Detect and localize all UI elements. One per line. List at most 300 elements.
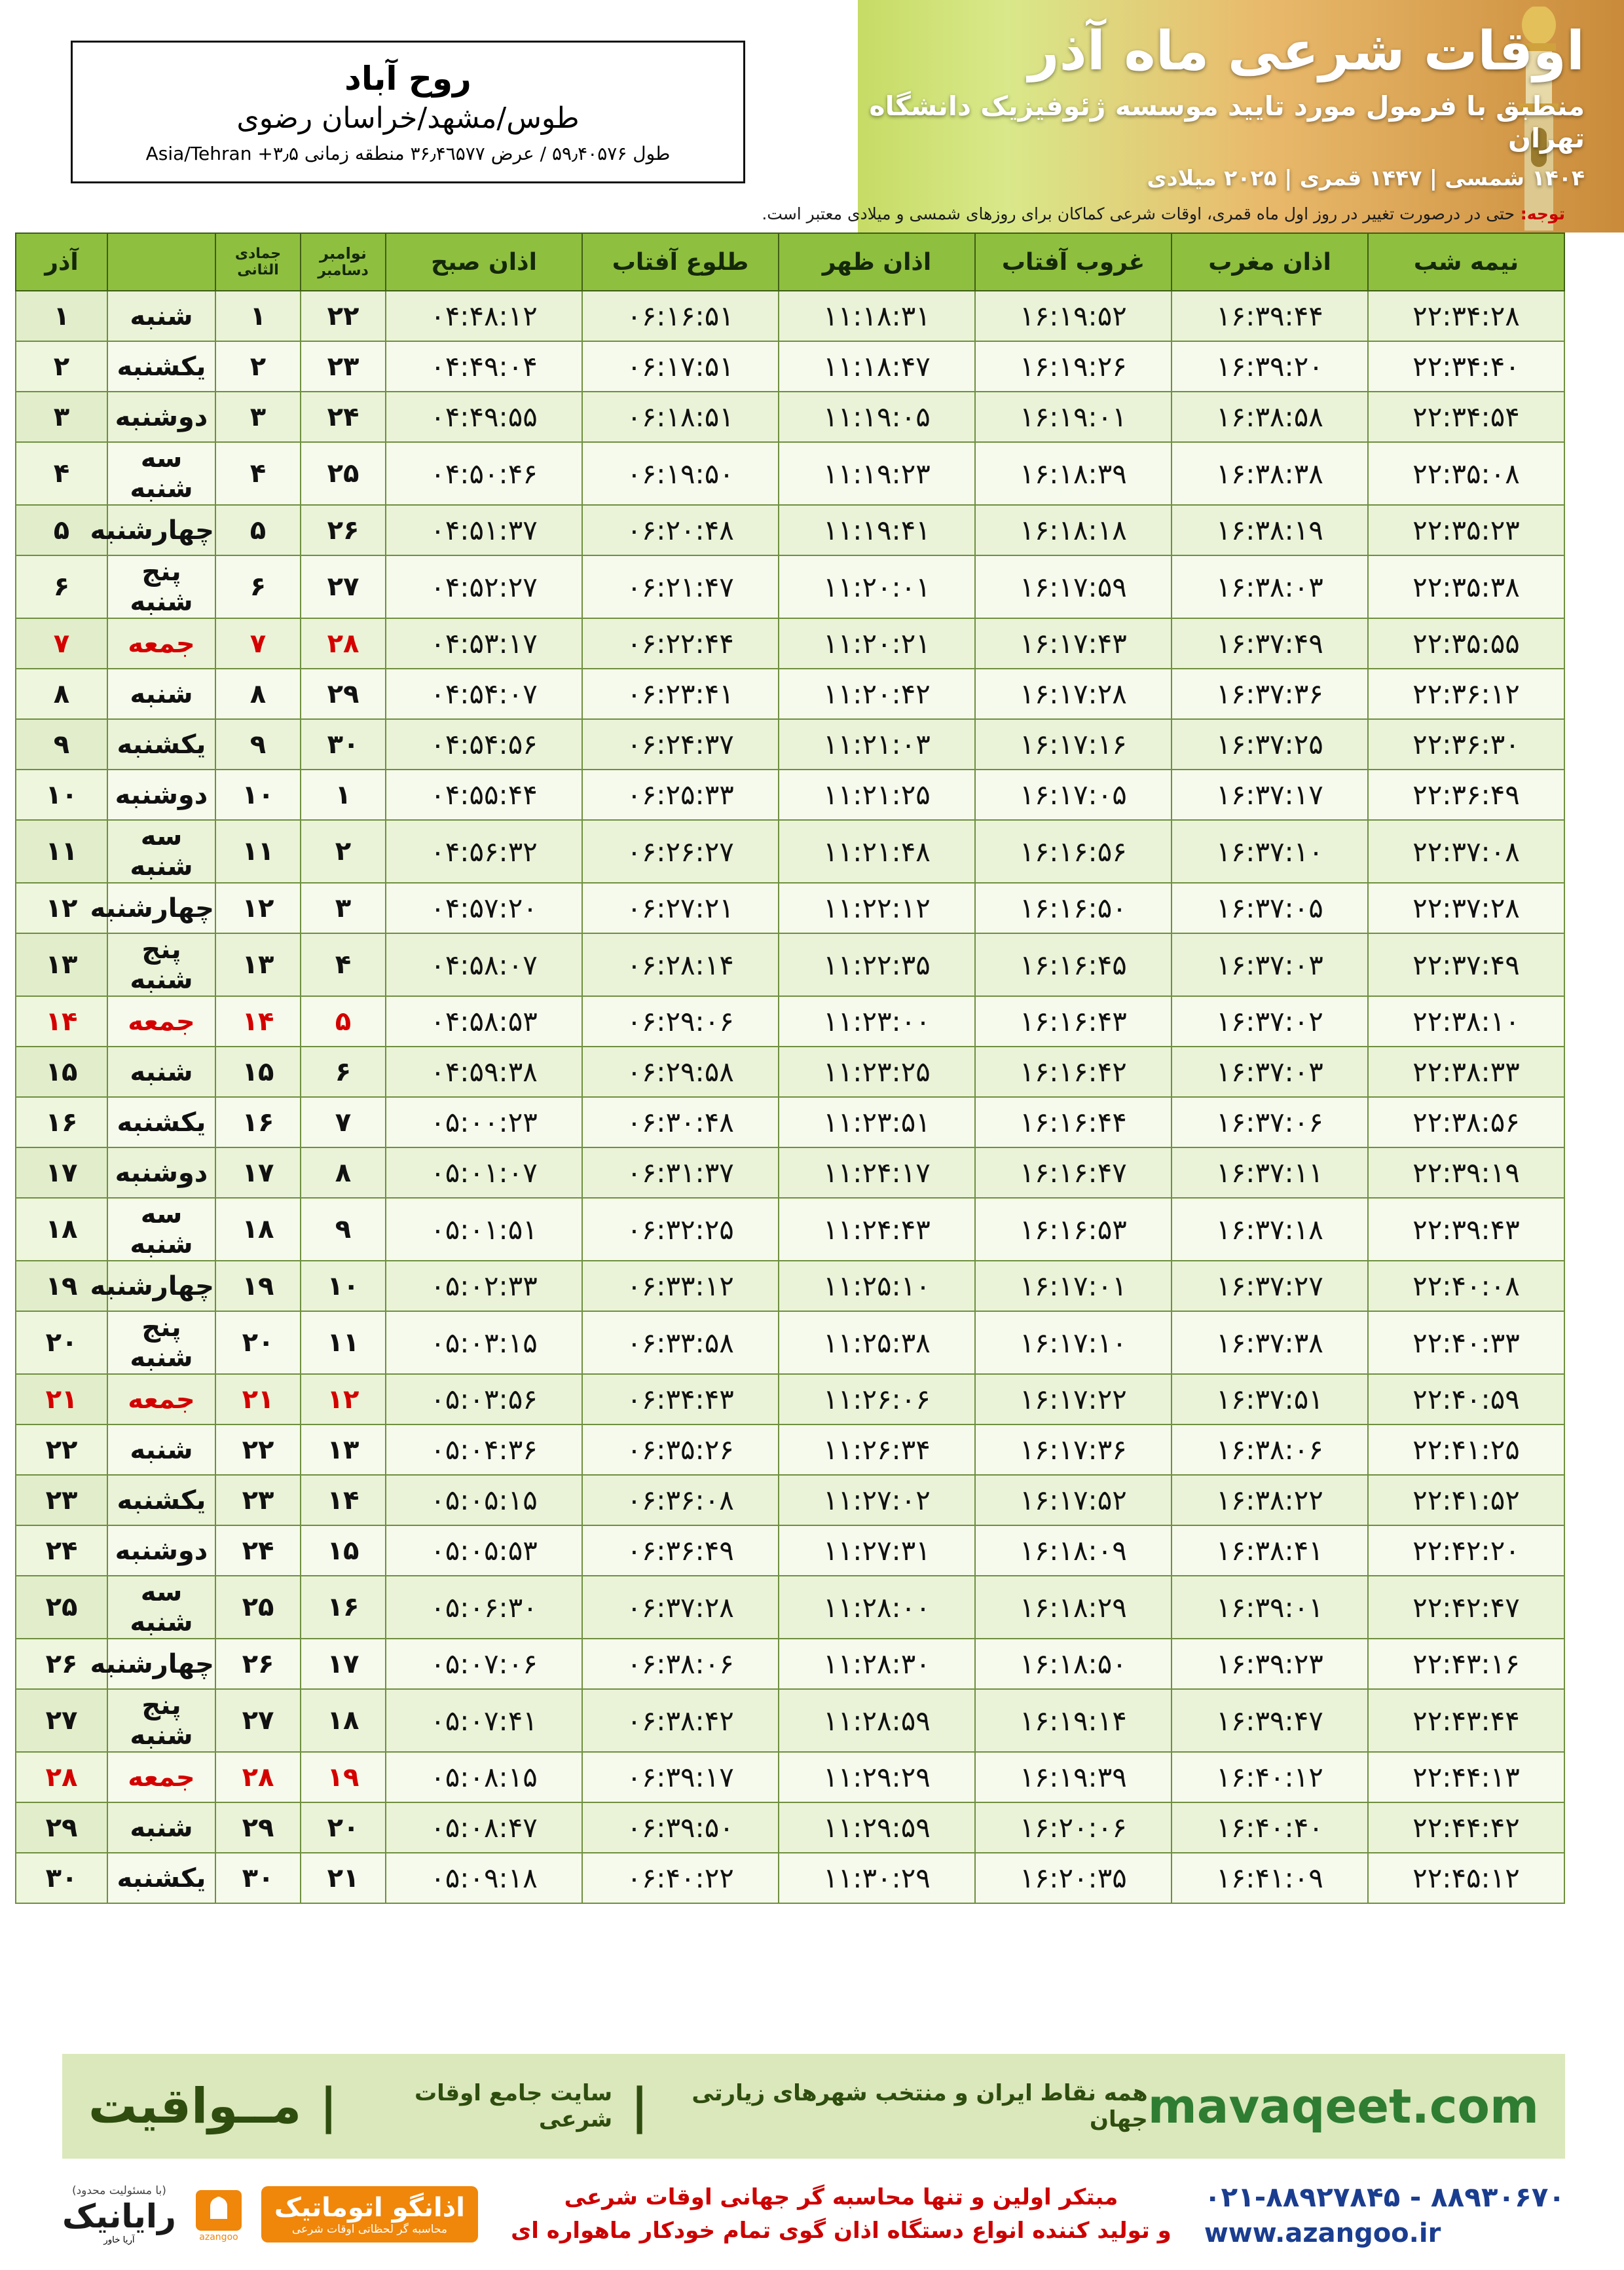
cell-sobh: ۰۵:۰۵:۱۵: [386, 1475, 582, 1525]
col-header-sobh: اذان صبح: [386, 233, 582, 291]
cell-hijri: ۱۹: [215, 1261, 301, 1311]
cell-tolu: ۰۶:۲۴:۳۷: [582, 719, 779, 770]
col-header-greg-bottom: دسامبر: [318, 263, 369, 280]
note-label: توجه:: [1520, 204, 1565, 223]
company-slogan: [511, 2181, 1172, 2248]
cell-maghrib: ۱۶:۳۹:۴۴: [1172, 291, 1368, 341]
cell-nimeshab: ۲۲:۳۴:۲۸: [1368, 291, 1564, 341]
cell-dayofweek: دوشنبه: [107, 1147, 215, 1198]
location-city: روح آباد: [344, 60, 471, 98]
col-header-gregorian: [301, 233, 386, 291]
cell-gregorian: ۱۵: [301, 1525, 386, 1576]
cell-maghrib: ۱۶:۳۹:۲۳: [1172, 1639, 1368, 1689]
cell-day: ۱۶: [16, 1097, 107, 1147]
cell-gregorian: ۷: [301, 1097, 386, 1147]
cell-sobh: ۰۵:۰۴:۳۶: [386, 1424, 582, 1475]
cell-maghrib: ۱۶:۳۸:۲۲: [1172, 1475, 1368, 1525]
rayanik-logo-sub: آریا خاور: [103, 2235, 135, 2245]
cell-day: ۲۰: [16, 1311, 107, 1374]
cell-maghrib: ۱۶:۴۰:۴۰: [1172, 1802, 1368, 1853]
cell-sobh: ۰۴:۵۱:۳۷: [386, 505, 582, 555]
cell-dayofweek: جمعه: [107, 618, 215, 669]
cell-maghrib: ۱۶:۳۷:۱۰: [1172, 820, 1368, 883]
table-row: [16, 1424, 1564, 1475]
cell-maghrib: ۱۶:۴۰:۱۲: [1172, 1752, 1368, 1802]
cell-nimeshab: ۲۲:۳۵:۲۳: [1368, 505, 1564, 555]
cell-dayofweek: سه شنبه: [107, 1576, 215, 1639]
cell-day: ۷: [16, 618, 107, 669]
cell-zohr: ۱۱:۱۸:۴۷: [779, 341, 975, 392]
cell-nimeshab: ۲۲:۴۰:۵۹: [1368, 1374, 1564, 1424]
cell-dayofweek: سه شنبه: [107, 820, 215, 883]
cell-hijri: ۳۰: [215, 1853, 301, 1903]
table-row: [16, 1576, 1564, 1639]
cell-hijri: ۶: [215, 555, 301, 618]
note-line: [0, 204, 1624, 223]
cell-zohr: ۱۱:۲۴:۴۳: [779, 1198, 975, 1261]
cell-maghrib: ۱۶:۳۷:۵۱: [1172, 1374, 1368, 1424]
cell-sobh: ۰۴:۵۳:۱۷: [386, 618, 582, 669]
cell-dayofweek: پنج شنبه: [107, 933, 215, 996]
cell-zohr: ۱۱:۲۰:۲۱: [779, 618, 975, 669]
cell-dayofweek: چهارشنبه: [107, 505, 215, 555]
cell-sobh: ۰۴:۵۸:۵۳: [386, 996, 582, 1047]
table-header-row: [16, 233, 1564, 291]
cell-ghoroob: ۱۶:۱۹:۲۶: [975, 341, 1172, 392]
cell-nimeshab: ۲۲:۴۲:۴۷: [1368, 1576, 1564, 1639]
table-row: [16, 1475, 1564, 1525]
cell-hijri: ۲۷: [215, 1689, 301, 1752]
cell-maghrib: ۱۶:۳۹:۲۰: [1172, 341, 1368, 392]
cell-tolu: ۰۶:۳۱:۳۷: [582, 1147, 779, 1198]
cell-sobh: ۰۴:۵۶:۳۲: [386, 820, 582, 883]
cell-zohr: ۱۱:۲۶:۳۴: [779, 1424, 975, 1475]
company-website[interactable]: www.azangoo.ir: [1204, 2218, 1441, 2248]
cell-gregorian: ۲۰: [301, 1802, 386, 1853]
cell-dayofweek: یکشنبه: [107, 719, 215, 770]
cell-ghoroob: ۱۶:۱۷:۱۶: [975, 719, 1172, 770]
cell-hijri: ۴: [215, 442, 301, 505]
prayer-times-table: [15, 233, 1565, 1904]
cell-tolu: ۰۶:۱۸:۵۱: [582, 392, 779, 442]
cell-maghrib: ۱۶:۴۱:۰۹: [1172, 1853, 1368, 1903]
cell-ghoroob: ۱۶:۱۶:۴۵: [975, 933, 1172, 996]
cell-ghoroob: ۱۶:۱۶:۵۳: [975, 1198, 1172, 1261]
cell-ghoroob: ۱۶:۱۶:۴۳: [975, 996, 1172, 1047]
cell-day: ۱: [16, 291, 107, 341]
cell-tolu: ۰۶:۲۹:۰۶: [582, 996, 779, 1047]
cell-sobh: ۰۵:۰۸:۴۷: [386, 1802, 582, 1853]
cell-hijri: ۲۹: [215, 1802, 301, 1853]
footer-brand-band: [62, 2054, 1565, 2159]
cell-nimeshab: ۲۲:۳۸:۳۳: [1368, 1047, 1564, 1097]
cell-day: ۶: [16, 555, 107, 618]
cell-sobh: ۰۵:۰۱:۰۷: [386, 1147, 582, 1198]
table-row: [16, 1853, 1564, 1903]
cell-nimeshab: ۲۲:۴۴:۱۳: [1368, 1752, 1564, 1802]
cell-nimeshab: ۲۲:۴۲:۲۰: [1368, 1525, 1564, 1576]
cell-day: ۱۷: [16, 1147, 107, 1198]
cell-ghoroob: ۱۶:۱۶:۴۲: [975, 1047, 1172, 1097]
cell-zohr: ۱۱:۲۲:۳۵: [779, 933, 975, 996]
cell-maghrib: ۱۶:۳۹:۴۷: [1172, 1689, 1368, 1752]
cell-dayofweek: جمعه: [107, 996, 215, 1047]
table-row: [16, 1047, 1564, 1097]
table-row: [16, 505, 1564, 555]
location-coords: طول ۵۹٫۴۰۵۷۶ / عرض ۳۶٫۴٦۵۷۷ منطقه زمانی ۳٫۵+ Asia/Tehran: [145, 143, 671, 164]
cell-dayofweek: چهارشنبه: [107, 1261, 215, 1311]
cell-gregorian: ۲۹: [301, 669, 386, 719]
cell-maghrib: ۱۶:۳۷:۰۶: [1172, 1097, 1368, 1147]
cell-sobh: ۰۴:۵۹:۳۸: [386, 1047, 582, 1097]
cell-ghoroob: ۱۶:۱۷:۵۹: [975, 555, 1172, 618]
cell-gregorian: ۱۹: [301, 1752, 386, 1802]
cell-day: ۳: [16, 392, 107, 442]
logo-group: [62, 2184, 478, 2245]
cell-maghrib: ۱۶:۳۷:۳۸: [1172, 1311, 1368, 1374]
cell-hijri: ۱۰: [215, 770, 301, 820]
table-row: [16, 669, 1564, 719]
cell-hijri: ۲۳: [215, 1475, 301, 1525]
cell-sobh: ۰۴:۵۷:۲۰: [386, 883, 582, 933]
cell-dayofweek: پنج شنبه: [107, 555, 215, 618]
cell-tolu: ۰۶:۴۰:۲۲: [582, 1853, 779, 1903]
cell-maghrib: ۱۶:۳۸:۵۸: [1172, 392, 1368, 442]
cell-hijri: ۱۵: [215, 1047, 301, 1097]
cell-hijri: ۱۷: [215, 1147, 301, 1198]
table-row: [16, 1639, 1564, 1689]
cell-dayofweek: شنبه: [107, 1802, 215, 1853]
cell-zohr: ۱۱:۲۲:۱۲: [779, 883, 975, 933]
cell-ghoroob: ۱۶:۲۰:۳۵: [975, 1853, 1172, 1903]
cell-zohr: ۱۱:۲۱:۴۸: [779, 820, 975, 883]
cell-ghoroob: ۱۶:۱۶:۵۰: [975, 883, 1172, 933]
cell-nimeshab: ۲۲:۴۱:۵۲: [1368, 1475, 1564, 1525]
cell-day: ۱۱: [16, 820, 107, 883]
cell-day: ۸: [16, 669, 107, 719]
page-header: [0, 0, 1624, 233]
cell-gregorian: ۳۰: [301, 719, 386, 770]
cell-tolu: ۰۶:۲۰:۴۸: [582, 505, 779, 555]
cell-maghrib: ۱۶:۳۷:۳۶: [1172, 669, 1368, 719]
cell-maghrib: ۱۶:۳۸:۰۶: [1172, 1424, 1368, 1475]
col-header-ghoroob: غروب آفتاب: [975, 233, 1172, 291]
cell-gregorian: ۴: [301, 933, 386, 996]
cell-nimeshab: ۲۲:۳۴:۵۴: [1368, 392, 1564, 442]
cell-tolu: ۰۶:۲۶:۲۷: [582, 820, 779, 883]
cell-sobh: ۰۴:۵۴:۵۶: [386, 719, 582, 770]
col-header-nimeshab: نیمه شب: [1368, 233, 1564, 291]
cell-zohr: ۱۱:۱۹:۰۵: [779, 392, 975, 442]
cell-day: ۴: [16, 442, 107, 505]
cell-zohr: ۱۱:۲۳:۲۵: [779, 1047, 975, 1097]
table-row: [16, 618, 1564, 669]
cell-dayofweek: جمعه: [107, 1374, 215, 1424]
cell-nimeshab: ۲۲:۴۳:۴۴: [1368, 1689, 1564, 1752]
cell-nimeshab: ۲۲:۳۶:۳۰: [1368, 719, 1564, 770]
cell-day: ۲۴: [16, 1525, 107, 1576]
cell-gregorian: ۲۳: [301, 341, 386, 392]
cell-ghoroob: ۱۶:۱۷:۱۰: [975, 1311, 1172, 1374]
table-row: [16, 1198, 1564, 1261]
cell-tolu: ۰۶:۱۹:۵۰: [582, 442, 779, 505]
cell-ghoroob: ۱۶:۱۸:۳۹: [975, 442, 1172, 505]
brand-tagline-2: همه نقاط ایران و منتخب شهرهای زیارتی جهان: [692, 2080, 1148, 2132]
cell-day: ۲: [16, 341, 107, 392]
cell-day: ۱۸: [16, 1198, 107, 1261]
cell-zohr: ۱۱:۲۱:۲۵: [779, 770, 975, 820]
cell-ghoroob: ۱۶:۱۸:۰۹: [975, 1525, 1172, 1576]
cell-ghoroob: ۱۶:۱۸:۲۹: [975, 1576, 1172, 1639]
cell-gregorian: ۵: [301, 996, 386, 1047]
col-header-greg-top: نوامبر: [320, 244, 367, 263]
header-text-block: [799, 20, 1585, 191]
cell-sobh: ۰۴:۵۴:۰۷: [386, 669, 582, 719]
cell-sobh: ۰۴:۵۰:۴۶: [386, 442, 582, 505]
cell-maghrib: ۱۶:۳۷:۲۵: [1172, 719, 1368, 770]
table-row: [16, 820, 1564, 883]
cell-dayofweek: شنبه: [107, 1047, 215, 1097]
cell-tolu: ۰۶:۳۶:۴۹: [582, 1525, 779, 1576]
cell-gregorian: ۳: [301, 883, 386, 933]
cell-nimeshab: ۲۲:۴۱:۲۵: [1368, 1424, 1564, 1475]
table-row: [16, 1802, 1564, 1853]
cell-dayofweek: شنبه: [107, 291, 215, 341]
cell-maghrib: ۱۶:۳۷:۰۵: [1172, 883, 1368, 933]
cell-zohr: ۱۱:۲۹:۵۹: [779, 1802, 975, 1853]
cell-ghoroob: ۱۶:۱۷:۰۱: [975, 1261, 1172, 1311]
cell-zohr: ۱۱:۲۸:۰۰: [779, 1576, 975, 1639]
table-row: [16, 392, 1564, 442]
cell-sobh: ۰۴:۴۹:۰۴: [386, 341, 582, 392]
brand-name-fa: مــواقیت: [88, 2078, 302, 2134]
location-region: طوس/مشهد/خراسان رضوی: [236, 102, 580, 135]
cell-sobh: ۰۵:۰۱:۵۱: [386, 1198, 582, 1261]
table-row: [16, 1261, 1564, 1311]
col-header-hijri-top: جمادی الثانی: [234, 245, 282, 278]
col-header-hijri: [215, 233, 301, 291]
cell-nimeshab: ۲۲:۳۴:۴۰: [1368, 341, 1564, 392]
cell-ghoroob: ۱۶:۱۷:۳۶: [975, 1424, 1172, 1475]
cell-hijri: ۹: [215, 719, 301, 770]
cell-zohr: ۱۱:۲۸:۵۹: [779, 1689, 975, 1752]
cell-nimeshab: ۲۲:۴۰:۳۳: [1368, 1311, 1564, 1374]
cell-gregorian: ۲: [301, 820, 386, 883]
brand-url[interactable]: mavaqeet.com: [1147, 2079, 1539, 2134]
cell-day: ۵: [16, 505, 107, 555]
cell-zohr: ۱۱:۲۶:۰۶: [779, 1374, 975, 1424]
cell-day: ۲۹: [16, 1802, 107, 1853]
cell-nimeshab: ۲۲:۴۰:۰۸: [1368, 1261, 1564, 1311]
cell-nimeshab: ۲۲:۳۸:۵۶: [1368, 1097, 1564, 1147]
cell-nimeshab: ۲۲:۳۶:۱۲: [1368, 669, 1564, 719]
cell-hijri: ۸: [215, 669, 301, 719]
cell-day: ۲۶: [16, 1639, 107, 1689]
cell-nimeshab: ۲۲:۳۵:۵۵: [1368, 618, 1564, 669]
table-row: [16, 442, 1564, 505]
table-row: [16, 1311, 1564, 1374]
col-header-zohr: اذان ظهر: [779, 233, 975, 291]
cell-tolu: ۰۶:۲۳:۴۱: [582, 669, 779, 719]
cell-dayofweek: یکشنبه: [107, 341, 215, 392]
brand-separator-1: |: [320, 2078, 337, 2134]
cell-gregorian: ۲۴: [301, 392, 386, 442]
cell-gregorian: ۱۴: [301, 1475, 386, 1525]
cell-tolu: ۰۶:۲۷:۲۱: [582, 883, 779, 933]
azangoo-logo-sub: محاسبه گر لحظاتی اوقات شرعی: [291, 2223, 448, 2236]
cell-gregorian: ۸: [301, 1147, 386, 1198]
cell-hijri: ۱۴: [215, 996, 301, 1047]
cell-hijri: ۲۴: [215, 1525, 301, 1576]
cell-hijri: ۵: [215, 505, 301, 555]
col-header-dayofweek: [107, 233, 215, 291]
cell-sobh: ۰۵:۰۳:۱۵: [386, 1311, 582, 1374]
cell-dayofweek: شنبه: [107, 669, 215, 719]
cell-nimeshab: ۲۲:۴۴:۴۲: [1368, 1802, 1564, 1853]
table-row: [16, 291, 1564, 341]
cell-nimeshab: ۲۲:۴۳:۱۶: [1368, 1639, 1564, 1689]
cell-sobh: ۰۵:۰۷:۴۱: [386, 1689, 582, 1752]
cell-ghoroob: ۱۶:۱۶:۴۴: [975, 1097, 1172, 1147]
cell-ghoroob: ۱۶:۱۹:۰۱: [975, 392, 1172, 442]
contact-block: [1204, 2181, 1565, 2248]
cell-dayofweek: پنج شنبه: [107, 1689, 215, 1752]
cell-tolu: ۰۶:۳۹:۱۷: [582, 1752, 779, 1802]
cell-day: ۹: [16, 719, 107, 770]
cell-day: ۳۰: [16, 1853, 107, 1903]
cell-nimeshab: ۲۲:۳۹:۱۹: [1368, 1147, 1564, 1198]
cell-maghrib: ۱۶:۳۹:۰۱: [1172, 1576, 1368, 1639]
cell-zohr: ۱۱:۲۴:۱۷: [779, 1147, 975, 1198]
cell-day: ۱۴: [16, 996, 107, 1047]
cell-tolu: ۰۶:۲۱:۴۷: [582, 555, 779, 618]
cell-day: ۲۸: [16, 1752, 107, 1802]
cell-dayofweek: سه شنبه: [107, 1198, 215, 1261]
cell-hijri: ۲۲: [215, 1424, 301, 1475]
phone-number: ۰۲۱-۸۸۹۲۷۸۴۵ - ۸۸۹۳۰۶۷۰: [1204, 2180, 1565, 2213]
cell-nimeshab: ۲۲:۳۵:۳۸: [1368, 555, 1564, 618]
cell-tolu: ۰۶:۳۹:۵۰: [582, 1802, 779, 1853]
cell-day: ۱۵: [16, 1047, 107, 1097]
cell-hijri: ۲۶: [215, 1639, 301, 1689]
cell-zohr: ۱۱:۲۷:۰۲: [779, 1475, 975, 1525]
cell-ghoroob: ۱۶:۱۷:۰۵: [975, 770, 1172, 820]
cell-ghoroob: ۱۶:۲۰:۰۶: [975, 1802, 1172, 1853]
cell-dayofweek: جمعه: [107, 1752, 215, 1802]
cell-maghrib: ۱۶:۳۸:۰۳: [1172, 555, 1368, 618]
cell-ghoroob: ۱۶:۱۷:۴۳: [975, 618, 1172, 669]
cell-gregorian: ۱: [301, 770, 386, 820]
cell-sobh: ۰۴:۵۸:۰۷: [386, 933, 582, 996]
cell-maghrib: ۱۶:۳۷:۱۷: [1172, 770, 1368, 820]
table-row: [16, 719, 1564, 770]
cell-zohr: ۱۱:۲۸:۳۰: [779, 1639, 975, 1689]
table-row: [16, 555, 1564, 618]
page-years: ۱۴۰۴ شمسی | ۱۴۴۷ قمری | ۲۰۲۵ میلادی: [1147, 165, 1585, 191]
slogan-line-2: و تولید کننده انواع دستگاه اذان گوی تمام خودکار ماهواره ای: [511, 2218, 1172, 2244]
note-text: حتی در درصورت تغییر در روز اول ماه قمری، اوقات شرعی کماکان برای روزهای شمسی و میلادی معتبر است.: [762, 204, 1515, 223]
table-row: [16, 883, 1564, 933]
cell-zohr: ۱۱:۱۹:۲۳: [779, 442, 975, 505]
cell-sobh: ۰۵:۰۲:۳۳: [386, 1261, 582, 1311]
cell-tolu: ۰۶:۲۸:۱۴: [582, 933, 779, 996]
table-row: [16, 1689, 1564, 1752]
cell-gregorian: ۱۳: [301, 1424, 386, 1475]
mosque-speaker-icon: [193, 2186, 244, 2242]
cell-gregorian: ۱۰: [301, 1261, 386, 1311]
brand-tagline-1: سایت جامع اوقات شرعی: [414, 2080, 613, 2132]
cell-maghrib: ۱۶:۳۷:۱۸: [1172, 1198, 1368, 1261]
page-title: اوقات شرعی ماه آذر: [1028, 20, 1585, 83]
cell-tolu: ۰۶:۲۵:۳۳: [582, 770, 779, 820]
page-subtitle: منطبق با فرمول مورد تایید موسسه ژئوفیزیک دانشگاه تهران: [869, 90, 1585, 155]
cell-hijri: ۳: [215, 392, 301, 442]
cell-dayofweek: چهارشنبه: [107, 1639, 215, 1689]
table-row: [16, 1525, 1564, 1576]
azangoo-logo: [261, 2186, 478, 2242]
cell-day: ۲۱: [16, 1374, 107, 1424]
cell-gregorian: ۱۶: [301, 1576, 386, 1639]
cell-dayofweek: یکشنبه: [107, 1853, 215, 1903]
col-header-tolu: طلوع آفتاب: [582, 233, 779, 291]
rayanik-logo-top: (با مسئولیت محدود): [71, 2184, 166, 2197]
cell-zohr: ۱۱:۲۷:۳۱: [779, 1525, 975, 1576]
cell-hijri: ۱۲: [215, 883, 301, 933]
cell-ghoroob: ۱۶:۱۹:۳۹: [975, 1752, 1172, 1802]
cell-dayofweek: سه شنبه: [107, 442, 215, 505]
table-row: [16, 1147, 1564, 1198]
cell-tolu: ۰۶:۳۵:۲۶: [582, 1424, 779, 1475]
table-body: [16, 291, 1564, 1903]
cell-hijri: ۷: [215, 618, 301, 669]
cell-sobh: ۰۵:۰۰:۲۳: [386, 1097, 582, 1147]
slogan-line-1: مبتکر اولین و تنها محاسبه گر جهانی اوقات شرعی: [564, 2184, 1118, 2210]
cell-tolu: ۰۶:۳۳:۵۸: [582, 1311, 779, 1374]
cell-tolu: ۰۶:۳۰:۴۸: [582, 1097, 779, 1147]
cell-sobh: ۰۵:۰۳:۵۶: [386, 1374, 582, 1424]
cell-day: ۱۲: [16, 883, 107, 933]
cell-gregorian: ۲۱: [301, 1853, 386, 1903]
table-row: [16, 933, 1564, 996]
cell-maghrib: ۱۶:۳۸:۳۸: [1172, 442, 1368, 505]
cell-zohr: ۱۱:۲۳:۰۰: [779, 996, 975, 1047]
cell-hijri: ۲۵: [215, 1576, 301, 1639]
cell-nimeshab: ۲۲:۳۹:۴۳: [1368, 1198, 1564, 1261]
cell-gregorian: ۹: [301, 1198, 386, 1261]
table-row: [16, 770, 1564, 820]
cell-gregorian: ۲۲: [301, 291, 386, 341]
cell-dayofweek: پنج شنبه: [107, 1311, 215, 1374]
cell-hijri: ۲: [215, 341, 301, 392]
cell-tolu: ۰۶:۱۷:۵۱: [582, 341, 779, 392]
cell-zohr: ۱۱:۳۰:۲۹: [779, 1853, 975, 1903]
cell-day: ۱۹: [16, 1261, 107, 1311]
cell-hijri: ۲۰: [215, 1311, 301, 1374]
col-header-maghrib: اذان مغرب: [1172, 233, 1368, 291]
cell-tolu: ۰۶:۳۷:۲۸: [582, 1576, 779, 1639]
cell-gregorian: ۲۸: [301, 618, 386, 669]
cell-dayofweek: شنبه: [107, 1424, 215, 1475]
cell-ghoroob: ۱۶:۱۷:۲۸: [975, 669, 1172, 719]
cell-maghrib: ۱۶:۳۷:۰۳: [1172, 1047, 1368, 1097]
cell-maghrib: ۱۶:۳۷:۱۱: [1172, 1147, 1368, 1198]
cell-zohr: ۱۱:۱۸:۳۱: [779, 291, 975, 341]
table-row: [16, 1374, 1564, 1424]
cell-nimeshab: ۲۲:۳۵:۰۸: [1368, 442, 1564, 505]
cell-tolu: ۰۶:۳۳:۱۲: [582, 1261, 779, 1311]
svg-text:azangoo: azangoo: [199, 2232, 238, 2242]
cell-sobh: ۰۵:۰۵:۵۳: [386, 1525, 582, 1576]
